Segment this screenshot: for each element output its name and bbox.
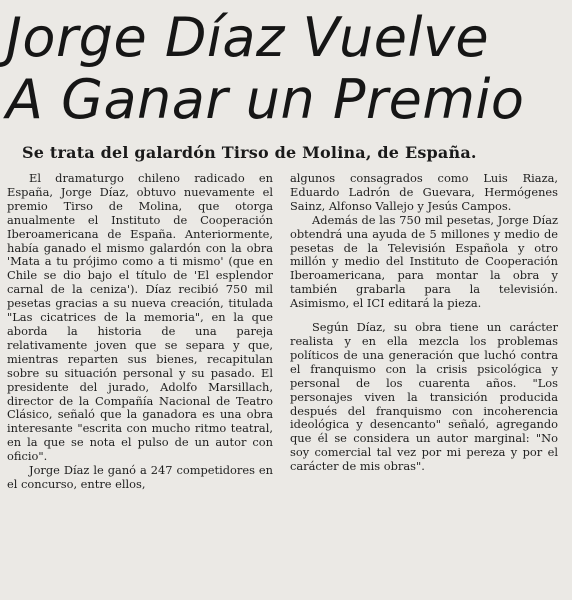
article-column-left (7, 172, 273, 492)
paragraph-4: Según Díaz, su obra tiene un carácter realista y en ella mezcla los problemas políticos de una generación que luchó contra el franquismo con la crisis psicológica y personal de los cuarenta años. "Los personajes viven la transición producida después del franquismo con incoherencia ideológica y desencanto" señaló, agregando que él se considera un autor marginal: "No soy comercial tal vez por mi pereza y por el carácter de mis obras". (290, 320, 558, 474)
headline-line-1: Jorge Díaz Vuelve (6, 6, 490, 69)
paragraph-3: Además de las 750 mil pesetas, Jorge Díaz obtendrá una ayuda de 5 millones y medio de pesetas de la Televisión Española y otro millón y medio del Instituto de Cooperación Iberoamericana, para montar la obra y también grabarla para la televisión. Asimismo, el ICI editará la pieza. (290, 212, 558, 311)
paragraph-2-continued: algunos consagrados como Luis Riaza, Eduardo Ladrón de Guevara, Hermógenes Sainz, Alfonso Vallejo y Jesús Campos. (290, 171, 558, 213)
paragraph-2: Jorge Díaz le ganó a 247 competidores en el concurso, entre ellos, (7, 463, 273, 491)
paragraph-1: El dramaturgo chileno radicado en España, Jorge Díaz, obtuvo nuevamente el premio Tirso de Molina, que otorga anualmente el Instituto de Cooperación Iberoamericana de España. Anteriormente, había ganado el mismo galardón con la obra 'Mata a tu prójimo como a ti mismo' (que en Chile se dio bajo el título de 'El esplendor carnal de la ceniza'). Díaz recibió 750 mil pesetas gracias a su nueva creación, titulada "Las cicatrices de la memoria", en la que aborda la historia de una pareja relativamente joven que se separa y que, mientras reparten sus bienes, recapitulan sobre su situación personal y su pasado. El presidente del jurado, Adolfo Marsillach, director de la Compañía Nacional de Teatro Clásico, señaló que la ganadora es una obra interesante "escrita con mucho ritmo teatral, en la que se nota el pulso de un autor con oficio". (7, 171, 273, 464)
headline-line-2: A Ganar un Premio (6, 68, 525, 131)
article-column-right (290, 172, 558, 474)
subheadline: Se trata del galardón Tirso de Molina, de España. (22, 143, 477, 162)
